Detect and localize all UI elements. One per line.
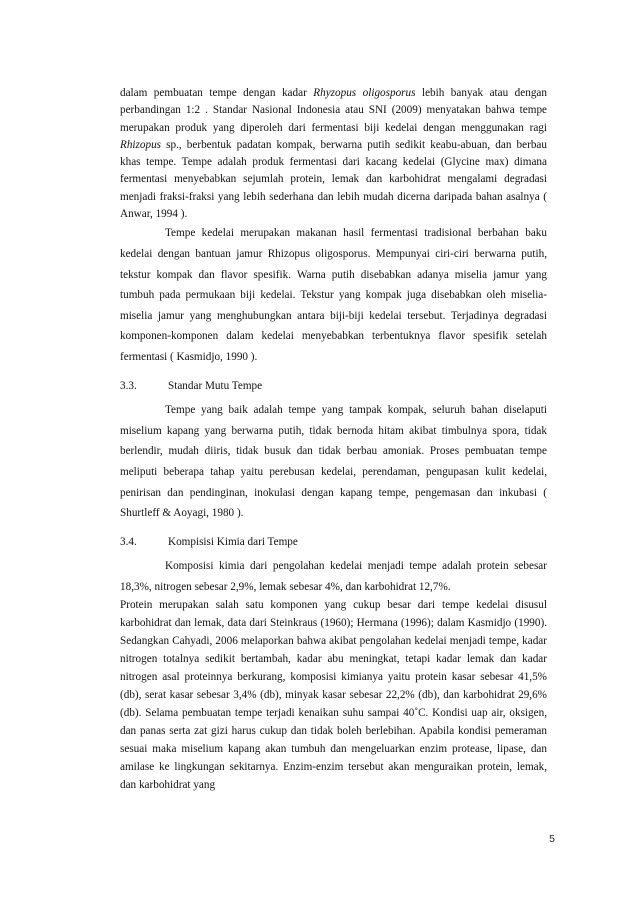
section-title: Standar Mutu Tempe — [168, 379, 263, 392]
genus-name: Rhizopus — [120, 138, 162, 151]
page-number: 5 — [549, 833, 555, 845]
paragraph-intro — [120, 85, 547, 223]
species-name: Rhyzopus oligosporus — [313, 87, 416, 99]
section-number: 3.4. — [120, 535, 137, 548]
text-run: sp., berbentuk padatan kompak, berwarna putih sedikit keabu-abuan, dan berbau khas tempe. Tempe adalah produk fermentasi dari kacang kedelai (Glycine max) dimana fermentasi menyebabkan sejumlah protein, lemak dan karbohidrat mengalami degradasi menjadi fraksi-fraksi yang lebih sederhana dan lebih mudah dicerna daripada bahan asalnya ( Anwar, 1994 ). — [120, 138, 547, 221]
paragraph-tempe-kedelai: Tempe kedelai merupakan makanan hasil fermentasi tradisional berbahan baku kedelai dengan bantuan jamur Rhizopus oligosporus. Mempunyai ciri-ciri berwarna putih, tekstur kompak dan flavor spesifik. Warna putih disebabkan adanya miselia jamur yang tumbuh pada permukaan biji kedelai. Tekstur yang kompak juga disebabkan oleh miselia-miselia jamur yang menghubungkan antara biji-biji kedelai tersebut. Terjadinya degradasi komponen-komponen dalam kedelai menyebabkan terbentuknya flavor spesifik setelah fermentasi ( Kasmidjo, 1990 ). — [120, 227, 547, 363]
section-heading-3-4 — [120, 532, 547, 553]
paragraph-standar-mutu: Tempe yang baik adalah tempe yang tampak kompak, seluruh bahan diselaputi miselium kapang yang berwarna putih, tidak bernoda hitam akibat timbulnya spora, tidak berlendir, mudah diiris, tidak busuk dan tidak berbau amoniak. Proses pembuatan tempe meliputi beberapa tahap yaitu perebusan kedelai, perendaman, pengupasan kulit kedelai, penirisan dan pendinginan, inokulasi dengan kapang tempe, pengemasan dan inkubasi ( Shurtleff & Aoyagi, 1980 ). — [120, 404, 547, 520]
document-page — [120, 85, 547, 794]
text-run: lebih banyak atau dengan perbandingan 1:2 . Standar Nasional Indonesia atau SNI (2009) menyatakan bahwa tempe merupakan produk yang diperoleh dari fermentasi biji kedelai dengan menggunakan ragi — [120, 87, 547, 134]
paragraph-komposisi: Komposisi kimia dari pengolahan kedelai menjadi tempe adalah protein sebesar 18,3%, nitrogen sebesar 2,9%, lemak sebesar 4%, dan karbohidrat 12,7%. — [120, 560, 547, 593]
paragraph-komposisi-cont: Protein merupakan salah satu komponen yang cukup besar dari tempe kedelai disusul karbohidrat dan lemak, data dari Steinkraus (1960); Hermana (1996); dalam Kasmidjo (1990). Sedangkan Cahyadi, 2006 melaporkan bahwa akibat pengolahan kedelai menjadi tempe, kadar nitrogen totalnya sedikit bertambah, kadar abu meningkat, tetapi kadar lemak dan kadar nitrogen asal proteinnya berkurang, komposisi kimianya yaitu protein kasar sebesar 41,5% (db), serat kasar sebesar 3,4% (db), minyak kasar sebesar 22,2% (db), dan karbohidrat 29,6% (db). Selama pembuatan tempe terjadi kenaikan suhu sampai 40˚C. Kondisi uap air, oksigen, dan panas serta zat gizi harus cukup dan tidak boleh berlebihan. Apabila kondisi pemeraman sesuai maka miselium kapang akan tumbuh dan mengeluarkan enzim protease, lipase, dan amilase ke lingkungan sekitarnya. Enzim-enzim tersebut akan menguraikan protein, lemak, dan karbohidrat yang — [120, 599, 547, 791]
section-title: Kompisisi Kimia dari Tempe — [168, 535, 298, 548]
section-number: 3.3. — [120, 379, 137, 392]
section-heading-3-3 — [120, 376, 547, 397]
text-run: dalam pembuatan tempe dengan kadar — [120, 87, 314, 99]
